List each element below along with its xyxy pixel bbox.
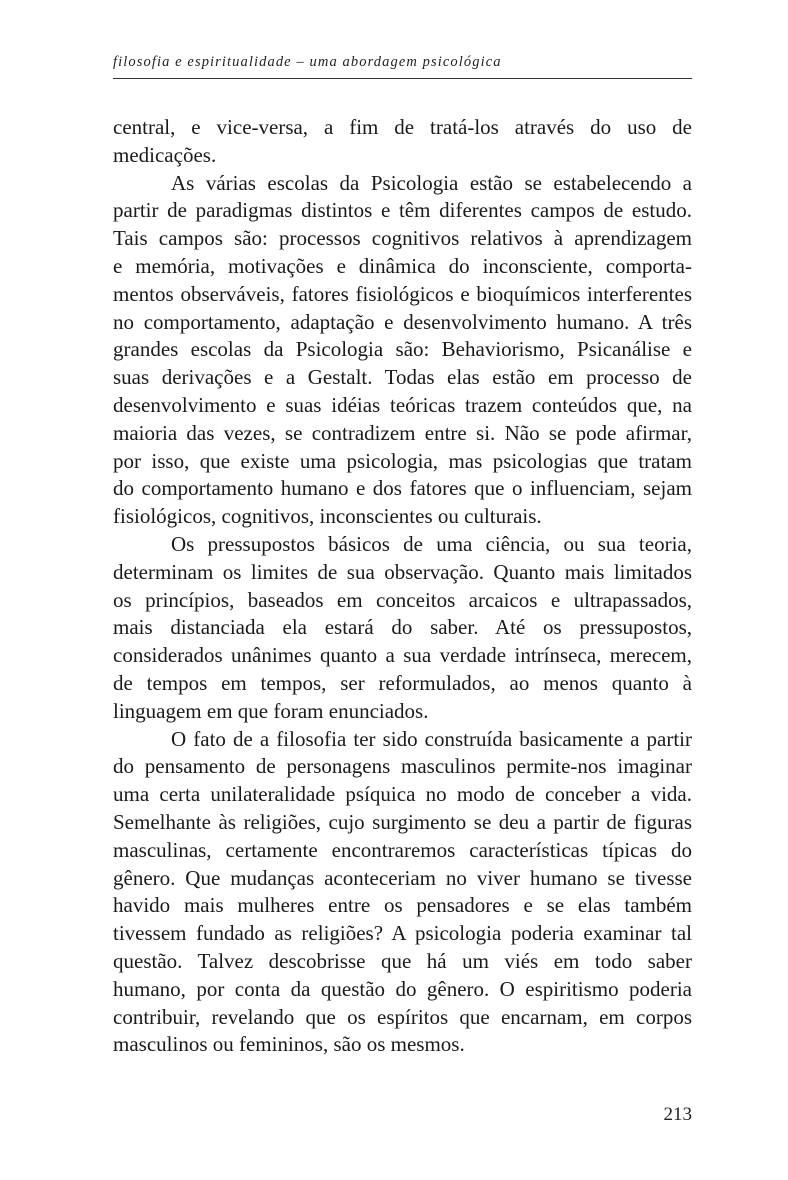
paragraph-start-line: As várias escolas da Psicologia estão se estabelecendo a (171, 170, 692, 195)
text-line: partir de paradigmas distintos e têm diferentes campos de estudo. (113, 198, 692, 223)
text-line: central, e vice-versa, a fim de tratá-los através do uso de (113, 115, 692, 139)
text-line: humano, por conta da questão do gênero. O espiritismo poderia (113, 976, 692, 1001)
text-line: mais distanciada ela estará do saber. Até os pressupostos, (113, 615, 692, 640)
text-line: uma certa unilateralidade psíquica no modo de conceber a vida. (113, 782, 692, 807)
text-line: maioria das vezes, se contradizem entre si. Não se pode afirmar, (113, 420, 692, 445)
text-line: de tempos em tempos, ser reformulados, ao menos quanto à (113, 670, 692, 695)
text-line: Tais campos são: processos cognitivos relativos à aprendizagem (113, 226, 692, 251)
text-line: masculinos ou femininos, são os mesmos. (113, 1032, 465, 1057)
text-line: suas derivações e a Gestalt. Todas elas estão em processo de (113, 365, 692, 390)
text-line: havido mais mulheres entre os pensadores e se elas também (113, 893, 692, 918)
text-line: e memória, motivações e dinâmica do inconsciente, comporta- (113, 253, 692, 278)
text-line: linguagem em que foram enunciados. (113, 698, 429, 723)
text-line: questão. Talvez descobrisse que há um viés em todo saber (113, 948, 692, 973)
text-line: por isso, que existe uma psicologia, mas psicologias que tratam (113, 448, 692, 473)
text-line: fisiológicos, cognitivos, inconscientes ou culturais. (113, 504, 542, 529)
text-line: considerados unânimes quanto a sua verdade intrínseca, merecem, (113, 643, 692, 668)
text-line: Semelhante às religiões, cujo surgimento se deu a partir de figuras (113, 809, 692, 834)
paragraph-start-line: Os pressupostos básicos de uma ciência, ou sua teoria, (171, 531, 692, 556)
text-line: contribuir, revelando que os espíritos que encarnam, em corpos (113, 1004, 692, 1029)
text-line: no comportamento, adaptação e desenvolvimento humano. A três (113, 309, 692, 334)
text-line: mentos observáveis, fatores fisiológicos e bioquímicos interferentes (113, 281, 692, 306)
text-line: gênero. Que mudanças aconteceriam no viver humano se tivesse (113, 865, 692, 890)
text-line: masculinas, certamente encontraremos características típicas do (113, 837, 692, 862)
paragraph-start-line: O fato de a filosofia ter sido construída basicamente a partir (171, 726, 692, 751)
text-line: tivessem fundado as religiões? A psicologia poderia examinar tal (113, 921, 692, 946)
text-line: desenvolvimento e suas idéias teóricas trazem conteúdos que, na (113, 392, 692, 417)
text-line: do comportamento humano e dos fatores que o influenciam, sejam (113, 476, 692, 501)
text-line: grandes escolas da Psicologia são: Behaviorismo, Psicanálise e (113, 337, 692, 362)
text-line: medicações. (113, 142, 217, 167)
text-line: os princípios, baseados em conceitos arcaicos e ultrapassados, (113, 587, 692, 612)
text-line: determinam os limites de sua observação. Quanto mais limitados (113, 559, 692, 584)
running-header: filosofia e espiritualidade – uma abordagem psicológica (113, 54, 502, 70)
header-rule (113, 78, 692, 79)
page-number: 213 (663, 1104, 692, 1125)
text-line: do pensamento de personagens masculinos permite-nos imaginar (113, 754, 692, 779)
body-text (113, 114, 692, 1059)
